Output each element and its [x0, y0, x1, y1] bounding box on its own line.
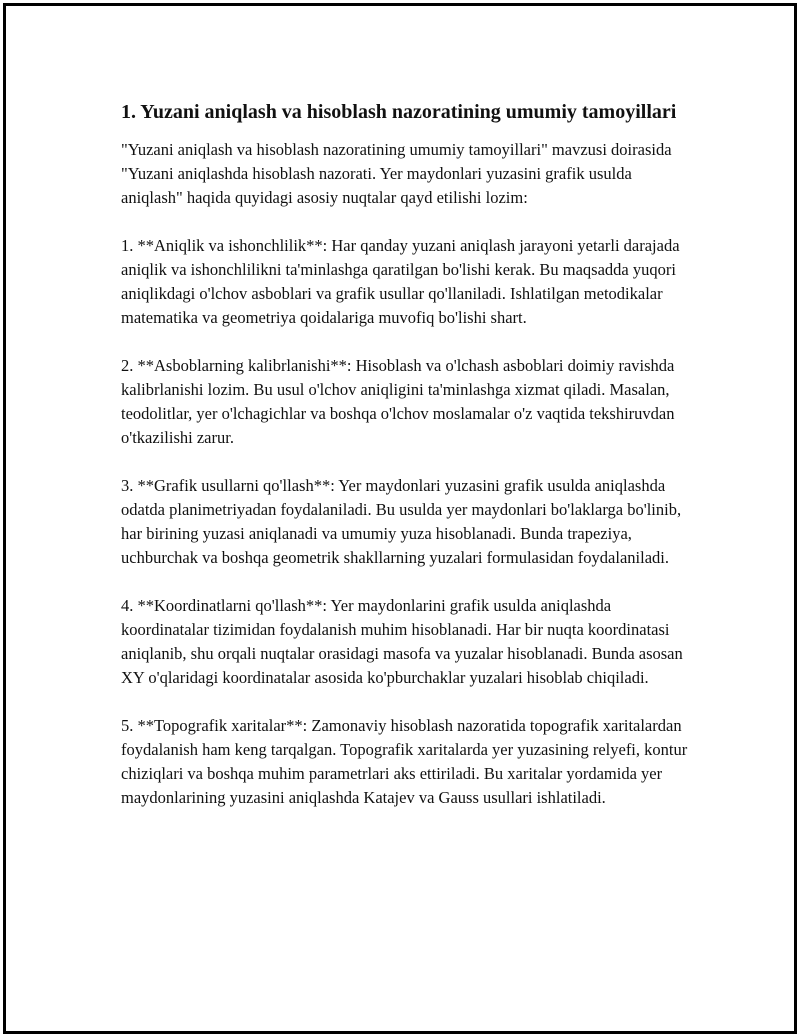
- point-coordinates-paragraph: 4. **Koordinatlarni qo'llash**: Yer maydonlarini grafik usulda aniqlashda koordinatalar tizimidan foydalanish muhim hisoblanadi. Har bir nuqta koordinatasi aniqlanib, shu orqali nuqtalar orasidagi masofa va yuzalar hisoblanadi. Bunda asosan XY o'qlaridagi koordinatalar asosida ko'pburchaklar yuzalari hisoblab chiqiladi.: [121, 596, 683, 687]
- point-graphic-methods-paragraph: 3. **Grafik usullarni qo'llash**: Yer maydonlari yuzasini grafik usulda aniqlashda odatda planimetriyadan foydalaniladi. Bu usulda yer maydonlari bo'laklarga bo'linib, har birining yuzasi aniqlanadi va umumiy yuza hisoblanadi. Bunda trapeziya, uchburchak va boshqa geometrik shakllarning yuzalari formulasidan foydalaniladi.: [121, 476, 682, 567]
- section-heading: 1. Yuzani aniqlash va hisoblash nazoratining umumiy tamoyillari: [121, 101, 677, 123]
- intro-paragraph: "Yuzani aniqlash va hisoblash nazoratining umumiy tamoyillari" mavzusi doirasida "Yuzani aniqlashda hisoblash nazorati. Yer maydonlari yuzasini grafik usulda aniqlash" haqida quyidagi asosiy nuqtalar qayd etilishi lozim:: [121, 140, 672, 207]
- page-frame: [3, 3, 797, 1034]
- point-calibration-paragraph: 2. **Asboblarning kalibrlanishi**: Hisoblash va o'lchash asboblari doimiy ravishda kalibrlanishi lozim. Bu usul o'lchov aniqligini ta'minlashga xizmat qiladi. Masalan, teodolitlar, yer o'lchagichlar va boshqa o'lchov moslamalar o'z vaqtida tekshiruvdan o'tkazilishi zarur.: [121, 356, 675, 447]
- document-body: [121, 98, 691, 810]
- point-accuracy-paragraph: 1. **Aniqlik va ishonchlilik**: Har qanday yuzani aniqlash jarayoni yetarli darajada aniqlik va ishonchlilikni ta'minlashga qaratilgan bo'lishi kerak. Bu maqsadda yuqori aniqlikdagi o'lchov asboblari va grafik usullar qo'llaniladi. Ishlatilgan metodikalar matematika va geometriya qoidalariga muvofiq bo'lishi shart.: [121, 236, 680, 327]
- point-topographic-maps-paragraph: 5. **Topografik xaritalar**: Zamonaviy hisoblash nazoratida topografik xaritalardan foydalanish ham keng tarqalgan. Topografik xaritalarda yer yuzasining relyefi, kontur chiziqlari va boshqa muhim parametrlari aks ettiriladi. Bu xaritalar yordamida yer maydonlarining yuzasini aniqlashda Katajev va Gauss usullari ishlatiladi.: [121, 716, 688, 807]
